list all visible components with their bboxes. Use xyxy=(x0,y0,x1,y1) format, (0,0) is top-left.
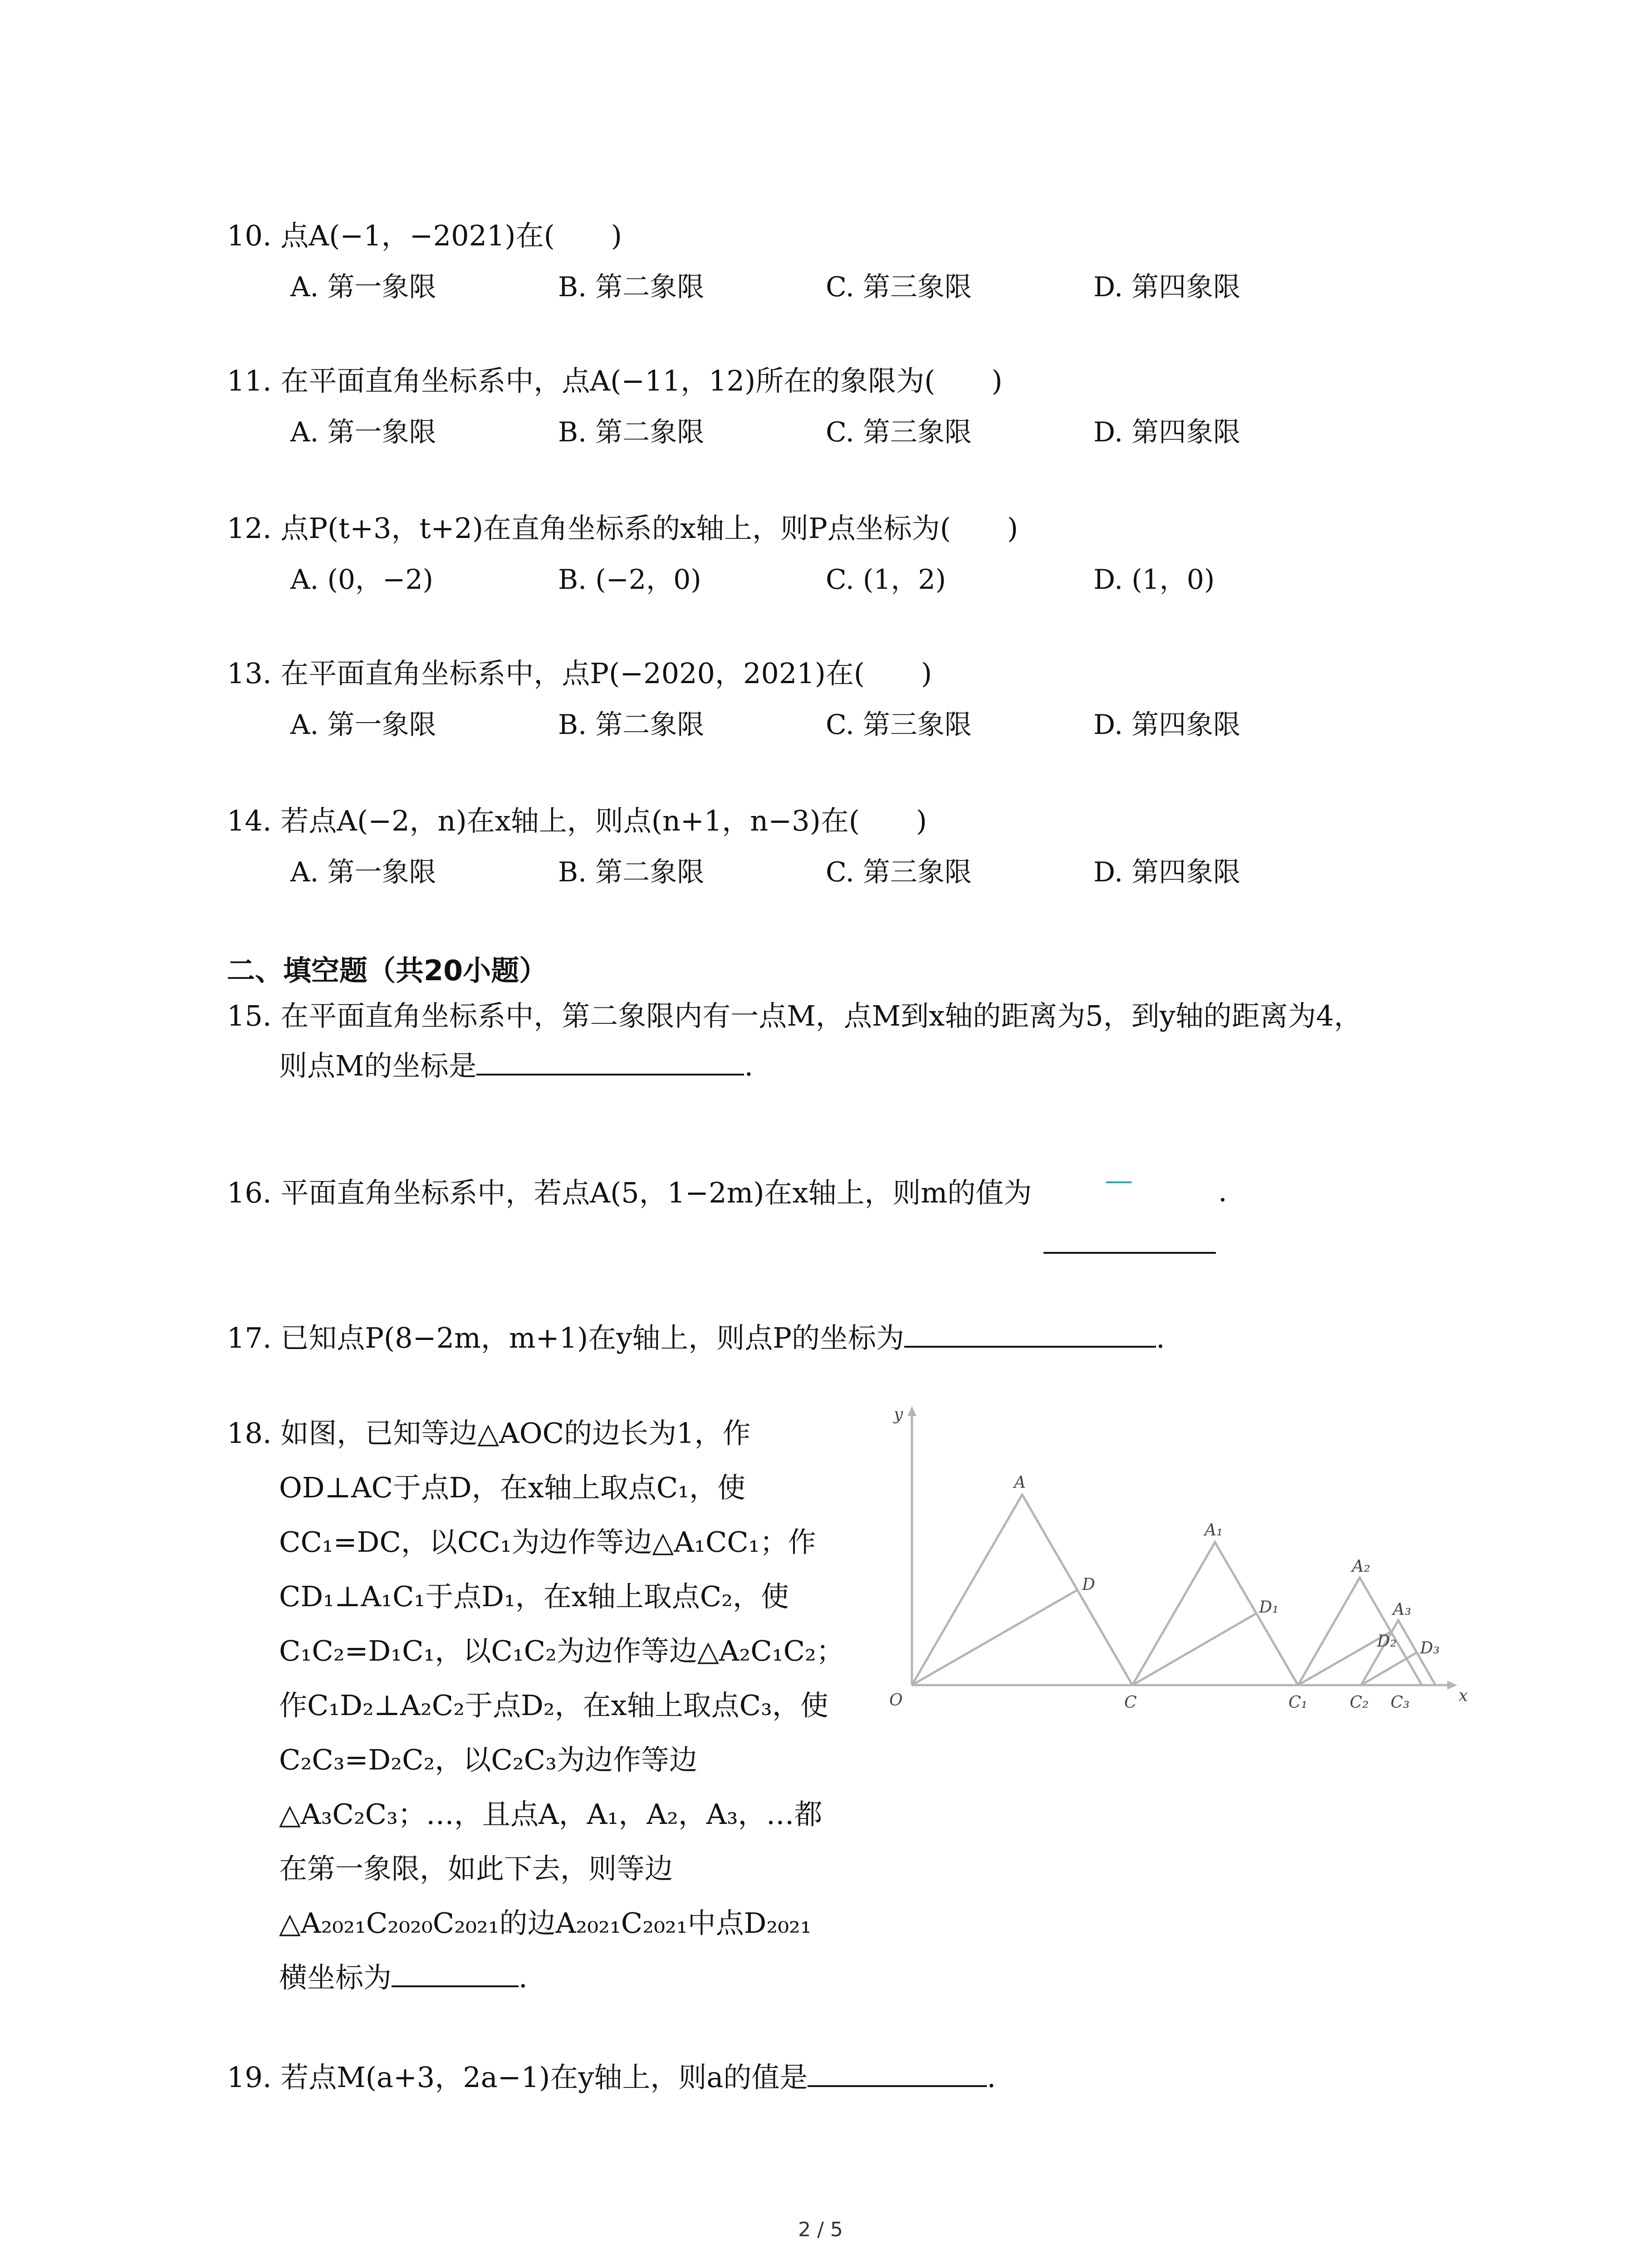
label-x: x xyxy=(1459,1686,1468,1705)
option-d: D. 第四象限 xyxy=(1093,709,1241,741)
label-d1: D₁ xyxy=(1259,1598,1279,1617)
segment-od xyxy=(912,1590,1078,1685)
option-c: C. (1，2) xyxy=(826,564,946,596)
question-10-stem: 10. 点A(−1，−2021)在( ) xyxy=(227,219,622,252)
question-18-line: 在第一象限，如此下去，则等边 xyxy=(279,1852,673,1885)
question-13-stem: 13. 在平面直角坐标系中，点P(−2020，2021)在( ) xyxy=(227,657,932,690)
question-16-stem xyxy=(227,1170,1452,1216)
segment-cd1 xyxy=(1132,1613,1256,1685)
option-a: A. 第一象限 xyxy=(290,416,436,448)
option-c: C. 第三象限 xyxy=(826,709,972,741)
question-15-line-2 xyxy=(279,1043,1504,1089)
option-b: B. 第二象限 xyxy=(558,271,705,303)
triangle-a2c1c2 xyxy=(1298,1578,1422,1685)
option-d: D. 第四象限 xyxy=(1093,856,1241,888)
label-d3: D₃ xyxy=(1420,1639,1440,1657)
question-18-line: △A₂₀₂₁C₂₀₂₀C₂₀₂₁的边A₂₀₂₁C₂₀₂₁中点D₂₀₂₁ xyxy=(279,1906,812,1940)
label-c: C xyxy=(1124,1693,1137,1712)
option-c: C. 第三象限 xyxy=(826,856,972,888)
question-18-text: 横坐标为 xyxy=(279,1961,392,1994)
answer-blank[interactable] xyxy=(1043,1252,1216,1254)
option-a: A. (0，−2) xyxy=(290,564,433,596)
option-a: A. 第一象限 xyxy=(290,709,436,741)
option-b: B. 第二象限 xyxy=(558,709,705,741)
period: . xyxy=(1156,1321,1165,1354)
question-18-last-line xyxy=(279,1955,528,1995)
question-18-line: 18. 如图，已知等边△AOC的边长为1，作 xyxy=(227,1417,751,1450)
label-c1: C₁ xyxy=(1288,1693,1308,1712)
answer-blank[interactable] xyxy=(476,1046,744,1075)
y-axis-arrow-icon xyxy=(907,1406,916,1416)
question-15-line-1: 15. 在平面直角坐标系中，第二象限内有一点M，点M到x轴的距离为5，到y轴的距离为4， xyxy=(227,999,1362,1032)
option-b: B. 第二象限 xyxy=(558,856,705,888)
period: . xyxy=(1218,1175,1227,1208)
triangle-aoc xyxy=(912,1495,1132,1685)
option-d: D. 第四象限 xyxy=(1093,416,1241,448)
x-axis-arrow-icon xyxy=(1447,1681,1457,1690)
option-c: C. 第三象限 xyxy=(826,416,972,448)
label-c3: C₃ xyxy=(1391,1693,1410,1712)
label-d: D xyxy=(1082,1575,1095,1594)
question-16-text: 16. 平面直角坐标系中，若点A(5，1−2m)在x轴上，则m的值为 xyxy=(227,1176,1032,1209)
label-a1: A₁ xyxy=(1205,1521,1223,1540)
question-18-line: 作C₁D₂⊥A₂C₂于点D₂，在x轴上取点C₃，使 xyxy=(279,1689,828,1722)
question-18-line: OD⊥AC于点D，在x轴上取点C₁，使 xyxy=(279,1471,746,1504)
question-17-text: 17. 已知点P(8−2m，m+1)在y轴上，则点P的坐标为 xyxy=(227,1321,904,1354)
option-a: A. 第一象限 xyxy=(290,856,436,888)
option-d: D. 第四象限 xyxy=(1093,271,1241,303)
option-a: A. 第一象限 xyxy=(290,271,436,303)
question-17-stem xyxy=(227,1315,1452,1361)
question-18-line: △A₃C₂C₃；…，且点A，A₁，A₂，A₃，…都 xyxy=(279,1798,823,1831)
label-o: O xyxy=(889,1691,903,1710)
option-d: D. (1，0) xyxy=(1093,564,1215,596)
question-18-line: C₁C₂=D₁C₁，以C₁C₂为边作等边△A₂C₁C₂； xyxy=(279,1634,844,1667)
label-a2: A₂ xyxy=(1352,1557,1371,1576)
option-b: B. (−2，0) xyxy=(558,564,701,596)
question-18-line: CD₁⊥A₁C₁于点D₁，在x轴上取点C₂，使 xyxy=(279,1580,789,1613)
question-19-stem xyxy=(227,2055,1452,2100)
label-c2: C₂ xyxy=(1350,1693,1369,1712)
question-14-stem: 14. 若点A(−2，n)在x轴上，则点(n+1，n−3)在( ) xyxy=(227,804,927,837)
label-a: A xyxy=(1014,1473,1026,1492)
question-11-stem: 11. 在平面直角坐标系中，点A(−11，12)所在的象限为( ) xyxy=(227,364,1003,397)
question-18-line: CC₁=DC，以CC₁为边作等边△A₁CC₁；作 xyxy=(279,1525,816,1559)
period: . xyxy=(519,1961,528,1994)
label-y: y xyxy=(894,1406,903,1424)
period: . xyxy=(987,2061,996,2094)
question-15-text: 则点M的坐标是 xyxy=(279,1049,477,1082)
question-18-line: C₂C₃=D₂C₂，以C₂C₃为边作等边 xyxy=(279,1743,697,1776)
page-number: 2 / 5 xyxy=(798,2218,843,2241)
equilateral-triangles-figure xyxy=(885,1406,1474,1724)
period: . xyxy=(744,1049,754,1082)
label-a3: A₃ xyxy=(1393,1600,1411,1619)
section-heading: 二、填空题（共20小题） xyxy=(227,954,548,987)
option-c: C. 第三象限 xyxy=(826,271,972,303)
question-12-stem: 12. 点P(t+3，t+2)在直角坐标系的x轴上，则P点坐标为( ) xyxy=(227,512,1019,545)
option-b: B. 第二象限 xyxy=(558,416,705,448)
question-19-text: 19. 若点M(a+3，2a−1)在y轴上，则a的值是 xyxy=(227,2061,808,2094)
answer-blank[interactable] xyxy=(904,1319,1156,1348)
fraction-bar: — xyxy=(1105,1163,1133,1197)
answer-blank[interactable] xyxy=(392,1958,519,1987)
label-d2: D₂ xyxy=(1377,1632,1397,1651)
answer-blank[interactable] xyxy=(808,2058,987,2087)
